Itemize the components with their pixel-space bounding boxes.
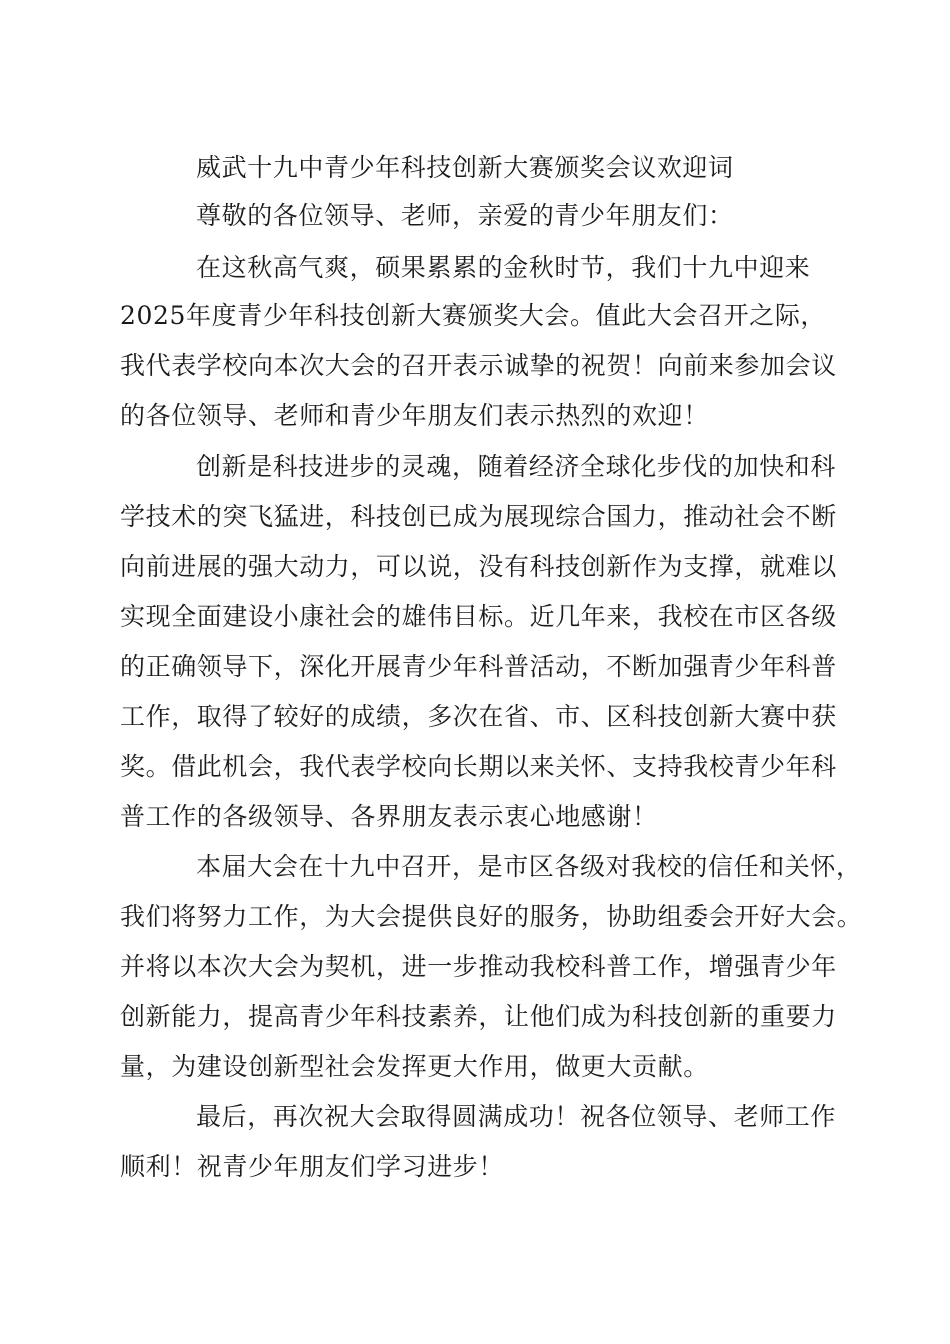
body-line: 奖。借此机会，我代表学校向长期以来关怀、支持我校青少年科 — [120, 752, 837, 781]
body-line: 实现全面建设小康社会的雄伟目标。近几年来，我校在市区各级 — [120, 602, 837, 631]
body-line: 在这秋高气爽，硕果累累的金秋时节，我们十九中迎来 — [196, 253, 811, 282]
body-line: 创新是科技进步的灵魂，随着经济全球化步伐的加快和科 — [196, 452, 837, 481]
body-line: 创新能力，提高青少年科技素养，让他们成为科技创新的重要力 — [120, 1002, 837, 1031]
body-line: 工作，取得了较好的成绩，多次在省、市、区科技创新大赛中获 — [120, 702, 837, 731]
body-line: 顺利！祝青少年朋友们学习进步！ — [120, 1152, 505, 1181]
body-line: 本届大会在十九中召开，是市区各级对我校的信任和关怀， — [196, 852, 862, 881]
body-line: 普工作的各级领导、各界朋友表示衷心地感谢！ — [120, 802, 658, 831]
body-line: 我们将努力工作，为大会提供良好的服务，协助组委会开好大会。 — [120, 902, 863, 931]
body-line: 我代表学校向本次大会的召开表示诚挚的祝贺！向前来参加会议 — [120, 351, 837, 380]
document-title: 威武十九中青少年科技创新大赛颁奖会议欢迎词 — [196, 153, 734, 182]
body-line: 并将以本次大会为契机，进一步推动我校科普工作，增强青少年 — [120, 952, 837, 981]
body-line: 2025年度青少年科技创新大赛颁奖大会。值此大会召开之际， — [120, 301, 827, 330]
salutation: 尊敬的各位领导、老师，亲爱的青少年朋友们： — [196, 201, 734, 230]
body-line: 学技术的突飞猛进，科技创已成为展现综合国力，推动社会不断 — [120, 502, 837, 531]
body-line: 向前进展的强大动力，可以说，没有科技创新作为支撑，就难以 — [120, 552, 837, 581]
body-line: 的正确领导下，深化开展青少年科普活动，不断加强青少年科普 — [120, 652, 837, 681]
body-line: 最后，再次祝大会取得圆满成功！祝各位领导、老师工作 — [196, 1102, 837, 1131]
body-line: 的各位领导、老师和青少年朋友们表示热烈的欢迎！ — [120, 401, 709, 430]
body-line: 量，为建设创新型社会发挥更大作用，做更大贡献。 — [120, 1052, 709, 1081]
